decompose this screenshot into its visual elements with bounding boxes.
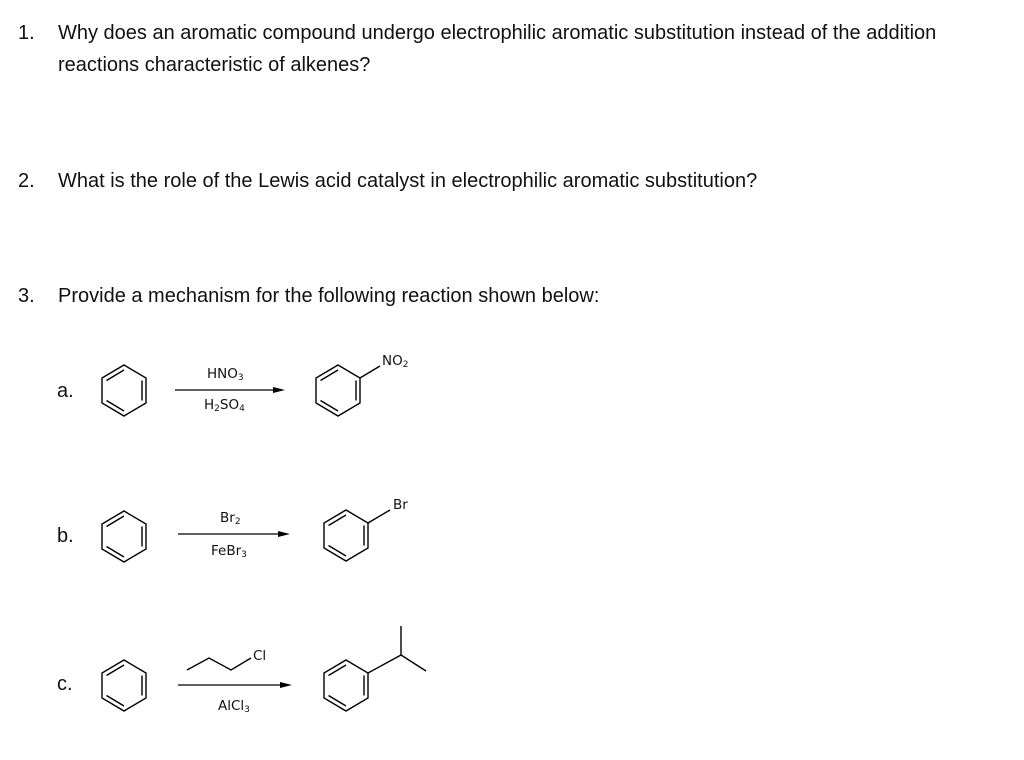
question-2-text: What is the role of the Lewis acid catalyst in electrophilic aromatic substitution? (58, 170, 758, 192)
reagent-c-above: Cl (253, 648, 267, 664)
reaction-arrow-c (178, 679, 292, 691)
reaction-b-label: b. (57, 525, 74, 547)
question-1-line-1: Why does an aromatic compound undergo electrophilic aromatic substitution instead of the addition (58, 22, 937, 44)
cumene-product-c (318, 622, 438, 722)
reagent-a-above: $HNO_3$ (207, 366, 244, 383)
reaction-c-label: c. (57, 673, 73, 695)
bromobenzene-product-b (318, 497, 398, 567)
question-3-number: 3. (18, 285, 35, 307)
question-1 (18, 18, 1018, 88)
nitrobenzene-product-a (310, 352, 390, 422)
question-2 (18, 166, 1018, 198)
question-1-number: 1. (18, 22, 35, 44)
product-b-substituent: Br (393, 497, 408, 513)
question-3-text: Provide a mechanism for the following reaction shown below: (58, 285, 600, 307)
reagent-a-below: $H_2SO_4$ (204, 397, 245, 414)
product-a-substituent: $NO_2$ (382, 353, 409, 370)
reaction-arrow-b (178, 528, 290, 540)
reagent-b-above: $Br_2$ (220, 510, 241, 527)
question-2-number: 2. (18, 170, 35, 192)
reagent-c-below: AlCl$_3$ (218, 698, 250, 715)
benzene-reactant-c (96, 656, 156, 716)
question-3 (18, 281, 1018, 313)
reaction-a-label: a. (57, 380, 74, 402)
benzene-reactant-a (96, 361, 156, 421)
question-1-line-2: reactions characteristic of alkenes? (58, 54, 371, 76)
reagent-b-below: FeBr$_3$ (211, 543, 247, 560)
benzene-reactant-b (96, 507, 156, 567)
reaction-arrow-a (175, 384, 285, 396)
